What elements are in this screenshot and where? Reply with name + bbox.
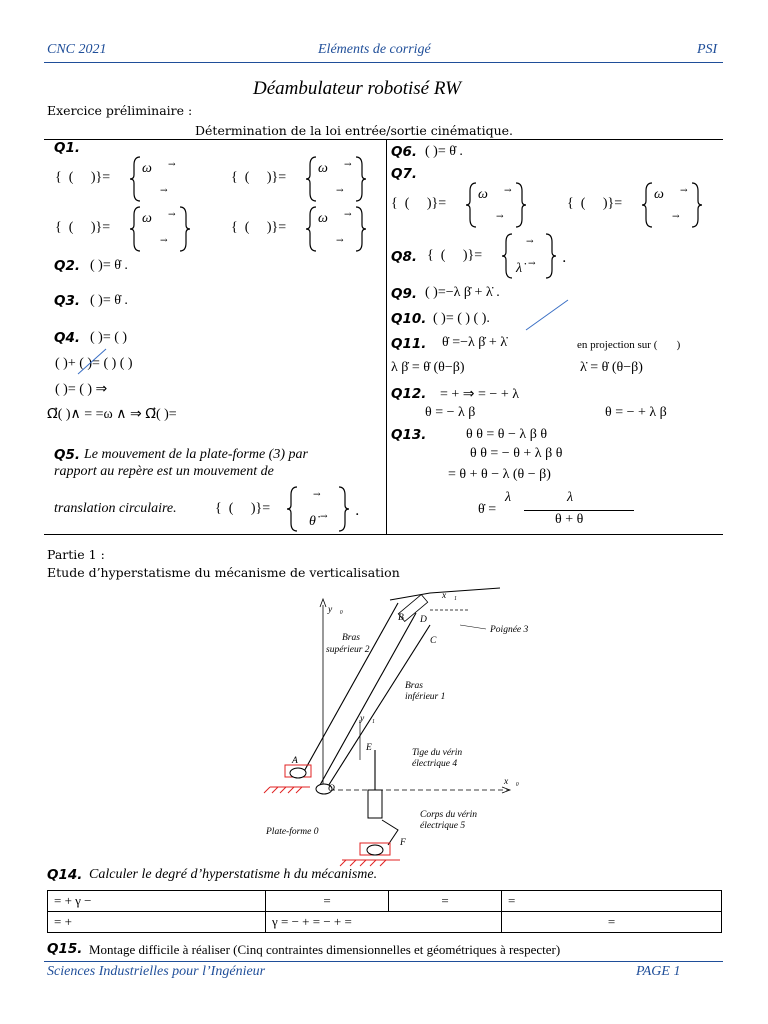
exercise-subtitle: Détermination de la loi entrée/sortie cinématique. [195,123,513,138]
q2-label: Q2. [54,258,80,274]
bras-sup-label-1: Bras [342,633,360,643]
svg-text:ω: ω [318,211,328,226]
q9-label: Q9. [391,286,417,302]
table-cell: = [389,891,502,912]
table-cell: = [502,912,722,933]
q5-text-2: rapport au repère est un mouvement de [54,464,274,479]
q11-line2a: λ β̇ = θ̇ (θ−β) [391,360,465,375]
tige-label-2: électrique 4 [412,759,458,769]
q7-torsor-1: { ( )}= [391,196,447,211]
svg-text:→: → [160,186,168,196]
q5-torsor: { ( )}= [215,501,271,516]
svg-text:θ̇: θ̇ [309,514,316,529]
q12-expr: = + ⇒ = − + λ [440,387,519,402]
q13-line2: θ θ = − θ + λ β θ [470,446,563,461]
q1-torsor-1-body [130,155,190,203]
plateforme-label: Plate-forme 0 [266,827,319,837]
q8-torsor-body [502,232,572,280]
svg-text:→: → [320,512,328,522]
y1-label: y⃗₁ [360,714,375,724]
c-label: C [430,636,437,646]
table-cell: = + [48,912,266,933]
footer-rule [44,961,723,962]
svg-text:→: → [504,186,512,196]
q7-torsor-1-body [466,181,528,229]
q4-line4: Ω⃗( )∧ = =ω ∧ ⇒ Ω⃗( )= [47,407,177,422]
q1-torsor-3: { ( )}= [55,220,111,235]
bras-inf-label-2: inférieur 1 [405,692,446,702]
svg-text:→: → [672,212,680,222]
q7-torsor-2-body [642,181,704,229]
svg-text:→: → [496,212,504,222]
q10-expr: ( )= ( ) ( ). [433,311,490,326]
exercise-label: Exercice préliminaire : [47,103,193,118]
svg-text:→: → [160,236,168,246]
q14-table [47,890,722,933]
q1-torsor-2: { ( )}= [231,170,287,185]
partie-subtitle: Etude d’hyperstatisme du mécanisme de verticalisation [47,565,400,580]
partie-label: Partie 1 : [47,547,105,562]
table-cell: = + γ − [48,891,266,912]
bras-inf-label-1: Bras [405,681,423,691]
q1-torsor-4-body [306,205,368,253]
q5-label: Q5. [54,447,80,463]
q7-label: Q7. [391,166,417,182]
tige-label-1: Tige du vérin [412,748,463,758]
q11-label: Q11. [391,336,427,352]
svg-text:ω: ω [318,161,328,176]
q15-label: Q15. [47,941,83,957]
d-label: D [420,615,427,625]
q14-text: Calculer le degré d’hyperstatisme h du mécanisme. [89,867,378,882]
q1-torsor-2-body [306,155,368,203]
q8-torsor: { ( )}= [427,248,483,263]
table-cell: γ = − + = − + = [266,912,502,933]
q13-line1: θ θ = θ − λ β θ [466,427,548,442]
y0-label: y⃗₀ [328,605,343,615]
table-row [48,912,722,933]
arm-upper-left [302,603,398,775]
q1-torsor-3-body [130,205,192,253]
corps-label-1: Corps du vérin [420,810,477,820]
svg-text:→: → [336,186,344,196]
svg-text:→: → [528,259,536,269]
svg-text:.: . [355,503,360,519]
annotation-stroke [76,346,110,376]
mechanism-figure [230,585,530,870]
svg-text:→: → [168,210,176,220]
q14-label: Q14. [47,867,83,883]
q4-line1: ( )= ( ) [90,330,128,345]
q13-den: θ + θ [555,512,584,527]
q5-text-1: Le mouvement de la plate-forme (3) par [84,447,308,462]
q6-expr: ( )= θ̇ . [425,144,463,159]
q9-expr: ( )=−λ β̇ + λ̇ . [425,285,500,300]
q15-text: Montage difficile à réaliser (Cinq contraintes dimensionnelles et géométriques à respecter) [89,942,561,957]
top-divider [44,139,723,140]
bras-sup-label-2: supérieur 2 [326,645,370,655]
q8-label: Q8. [391,249,417,265]
footer-right: PAGE 1 [636,964,681,979]
table-cell: = [266,891,389,912]
q13-label: Q13. [391,427,427,443]
q4-line2: ( )+ ( )= ( ) ( ) [55,356,133,371]
svg-text:ω: ω [478,187,488,202]
q1-torsor-4: { ( )}= [231,220,287,235]
q3-expr: ( )= θ̇ . [90,293,128,308]
q2-expr: ( )= θ̇ . [90,258,128,273]
q5-text-3: translation circulaire. [54,501,177,516]
o-label: O [328,784,335,794]
header-right: PSI [697,42,718,57]
q13-num-2: λ [567,490,574,505]
page-title: Déambulateur robotisé RW [253,78,461,99]
x0-label: x⃗₀ [504,777,519,787]
svg-text:→: → [344,210,352,220]
corps-label-2: électrique 5 [420,821,466,831]
svg-text:→: → [168,160,176,170]
poignee-label: Poignée 3 [490,625,529,635]
x1-label: x⃗₁ [442,591,457,601]
q13-lhs: θ̇ = [478,502,497,517]
table-row [48,891,722,912]
footer-left: Sciences Industrielles pour l’Ingénieur [47,964,266,979]
f-label: F [400,838,406,848]
header-left: CNC 2021 [47,42,107,57]
column-divider [386,139,387,534]
table-cell: = [502,891,722,912]
q11-line2b: λ̇ = θ̇ (θ−β) [580,360,643,375]
svg-text:ω: ω [142,161,152,176]
q12-line2a: θ = − λ β [425,405,476,420]
svg-text:→: → [313,490,321,500]
svg-text:→: → [680,186,688,196]
q1-torsor-1: { ( )}= [55,170,111,185]
header-center: Eléments de corrigé [318,42,431,57]
q10-label: Q10. [391,311,427,327]
q13-line3: = θ + θ − λ (θ − β) [448,467,551,482]
q5-torsor-body [287,485,367,533]
header-rule [44,62,723,63]
svg-text:→: → [526,237,534,247]
svg-text:→: → [336,236,344,246]
q3-label: Q3. [54,293,80,309]
q13-num-1: λ [505,490,512,505]
annotation-stroke-2 [524,298,570,332]
svg-text:ω: ω [142,211,152,226]
q4-line3: ( )= ( ) ⇒ [55,382,108,397]
q6-label: Q6. [391,144,417,160]
q1-label: Q1. [54,140,80,156]
svg-text:λ̇: λ̇ [516,261,523,276]
q13-fraction-bar [524,510,634,511]
arm-upper-right [320,613,416,785]
bottom-divider [44,534,723,535]
svg-text:.: . [562,250,567,266]
b-label: B [398,613,404,623]
a-label: A [292,756,298,766]
q11-note: en projection sur ( ) [577,339,681,351]
q7-torsor-2: { ( )}= [567,196,623,211]
actuator-body [368,790,382,818]
q12-line2b: θ = − + λ β [605,405,667,420]
svg-text:ω: ω [654,187,664,202]
q4-label: Q4. [54,330,80,346]
svg-text:→: → [344,160,352,170]
e-label: E [366,743,372,753]
q11-expr: θ̇ =−λ β̇ + λ̇ [442,335,508,350]
q12-label: Q12. [391,386,427,402]
